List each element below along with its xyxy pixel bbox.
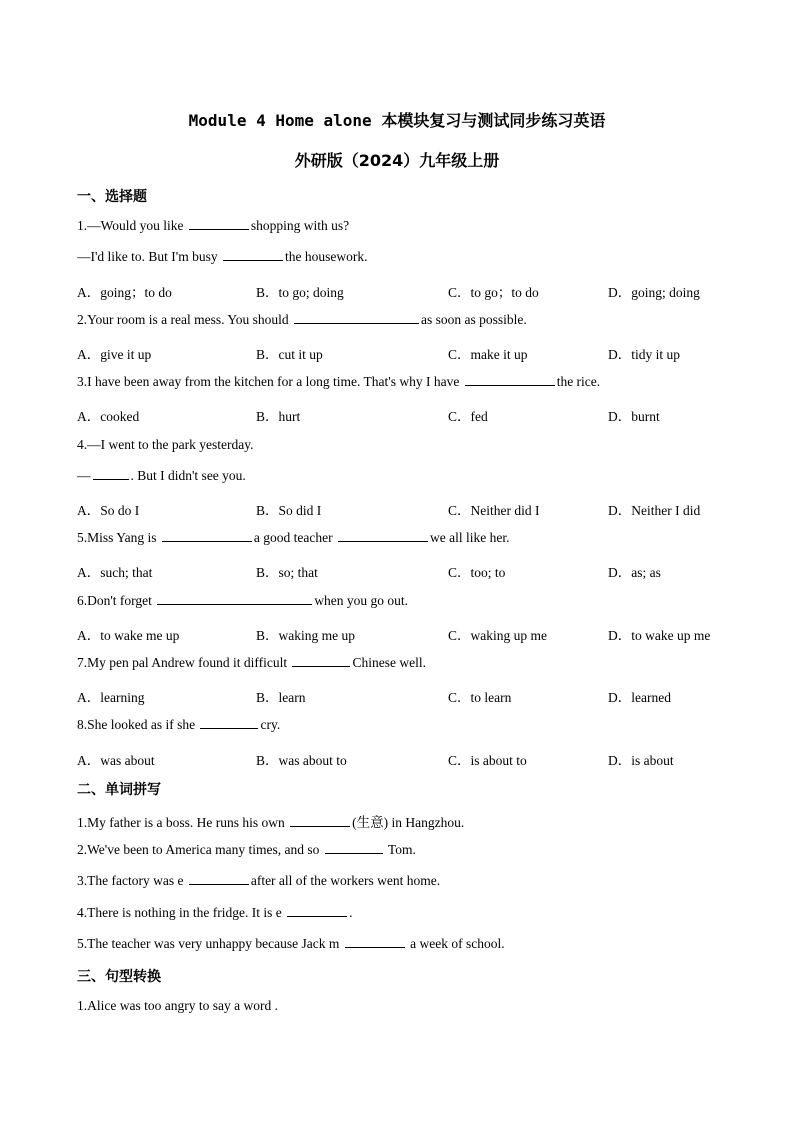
transform-item: 1.Alice was too angry to say a word . (77, 998, 278, 1013)
stem-text: 8.She looked as if she (77, 717, 199, 732)
option-a[interactable]: A．learning (77, 690, 145, 705)
option-c[interactable]: C．to go；to do (448, 285, 539, 300)
item-text: Tom. (384, 842, 416, 857)
spelling-item (77, 936, 505, 952)
question-stem: 4.—I went to the park yesterday. (77, 437, 254, 452)
option-d[interactable]: D．going; doing (608, 285, 700, 300)
answer-blank[interactable] (294, 312, 419, 324)
answer-blank[interactable] (162, 530, 252, 542)
answer-blank[interactable] (189, 873, 249, 885)
spelling-item (77, 842, 416, 858)
item-text: 3.The factory was e (77, 873, 187, 888)
item-text: 2.We've been to America many times, and so (77, 842, 323, 857)
question-stem (77, 249, 367, 265)
stem-text: when you go out. (314, 593, 409, 608)
option-c[interactable]: C．make it up (448, 347, 528, 362)
option-a[interactable]: A．going；to do (77, 285, 172, 300)
option-d[interactable]: D．is about (608, 753, 674, 768)
answer-blank[interactable] (290, 815, 350, 827)
answer-blank[interactable] (465, 374, 555, 386)
option-d[interactable]: D．Neither I did (608, 503, 701, 518)
item-text: a week of school. (406, 936, 505, 951)
section-heading-spelling: 二、单词拼写 (77, 782, 161, 798)
option-d[interactable]: D．as; as (608, 565, 661, 580)
answer-blank[interactable] (157, 593, 312, 605)
stem-text: a good teacher (253, 530, 336, 545)
question-stem (77, 218, 349, 234)
stem-text: cry. (260, 717, 281, 732)
stem-text: 1.—Would you like (77, 218, 187, 233)
question-stem (77, 717, 280, 733)
stem-text: 3.I have been away from the kitchen for a long time. That's why I have (77, 374, 463, 389)
answer-blank[interactable] (287, 905, 347, 917)
option-c[interactable]: C．to learn (448, 690, 512, 705)
option-b[interactable]: B．to go; doing (256, 285, 344, 300)
question-stem (77, 655, 426, 671)
stem-text: shopping with us? (250, 218, 350, 233)
answer-blank[interactable] (292, 655, 350, 667)
answer-blank[interactable] (223, 249, 283, 261)
section-heading-transform: 三、句型转换 (77, 969, 161, 985)
option-a[interactable]: A．cooked (77, 409, 140, 424)
option-c[interactable]: C．fed (448, 409, 488, 424)
option-b[interactable]: B．waking me up (256, 628, 355, 643)
option-a[interactable]: A．to wake me up (77, 628, 180, 643)
item-text: after all of the workers went home. (250, 873, 441, 888)
option-a[interactable]: A．So do I (77, 503, 140, 518)
answer-blank[interactable] (200, 717, 258, 729)
answer-blank[interactable] (189, 218, 249, 230)
option-a[interactable]: A．was about (77, 753, 155, 768)
question-stem (77, 312, 527, 328)
stem-text: . But I didn't see you. (130, 468, 246, 483)
option-a[interactable]: A．give it up (77, 347, 152, 362)
answer-blank[interactable] (345, 936, 405, 948)
option-b[interactable]: B．So did I (256, 503, 322, 518)
question-stem (77, 468, 246, 484)
stem-text: — (77, 468, 91, 483)
spelling-item (77, 811, 464, 831)
option-b[interactable]: B．hurt (256, 409, 301, 424)
option-b[interactable]: B．was about to (256, 753, 347, 768)
question-stem (77, 374, 600, 390)
option-c[interactable]: C．too; to (448, 565, 506, 580)
item-text: 4.There is nothing in the fridge. It is e (77, 905, 286, 920)
option-c[interactable]: C．is about to (448, 753, 527, 768)
item-text: 1.My father is a boss. He runs his own (77, 815, 289, 830)
answer-blank[interactable] (325, 842, 383, 854)
stem-text: 6.Don't forget (77, 593, 156, 608)
page-title-line1: Module 4 Home alone 本模块复习与测试同步练习英语 (188, 111, 606, 130)
section-heading-multiple-choice: 一、选择题 (77, 189, 147, 205)
item-text: . (349, 905, 353, 920)
stem-text: the housework. (285, 249, 368, 264)
page-title-line2: 外研版（2024）九年级上册 (294, 151, 500, 170)
option-d[interactable]: D．learned (608, 690, 671, 705)
item-text: 5.The teacher was very unhappy because Jack m (77, 936, 343, 951)
option-a[interactable]: A．such; that (77, 565, 153, 580)
stem-text: 2.Your room is a real mess. You should (77, 312, 293, 327)
spelling-item (77, 905, 352, 921)
item-text: (生意) in Hangzhou. (352, 815, 465, 830)
answer-blank[interactable] (93, 468, 129, 480)
stem-text: Chinese well. (352, 655, 426, 670)
answer-blank[interactable] (338, 530, 428, 542)
option-d[interactable]: D．to wake up me (608, 628, 711, 643)
stem-text: 7.My pen pal Andrew found it difficult (77, 655, 291, 670)
option-c[interactable]: C．waking up me (448, 628, 547, 643)
spelling-item (77, 873, 440, 889)
option-d[interactable]: D．tidy it up (608, 347, 681, 362)
stem-text: —I'd like to. But I'm busy (77, 249, 221, 264)
stem-text: as soon as possible. (421, 312, 527, 327)
stem-text: the rice. (556, 374, 601, 389)
stem-text: we all like her. (430, 530, 510, 545)
option-d[interactable]: D．burnt (608, 409, 660, 424)
stem-text: 5.Miss Yang is (77, 530, 160, 545)
question-stem (77, 530, 509, 546)
option-b[interactable]: B．learn (256, 690, 306, 705)
option-b[interactable]: B．cut it up (256, 347, 323, 362)
option-b[interactable]: B．so; that (256, 565, 318, 580)
question-stem (77, 593, 408, 609)
option-c[interactable]: C．Neither did I (448, 503, 540, 518)
